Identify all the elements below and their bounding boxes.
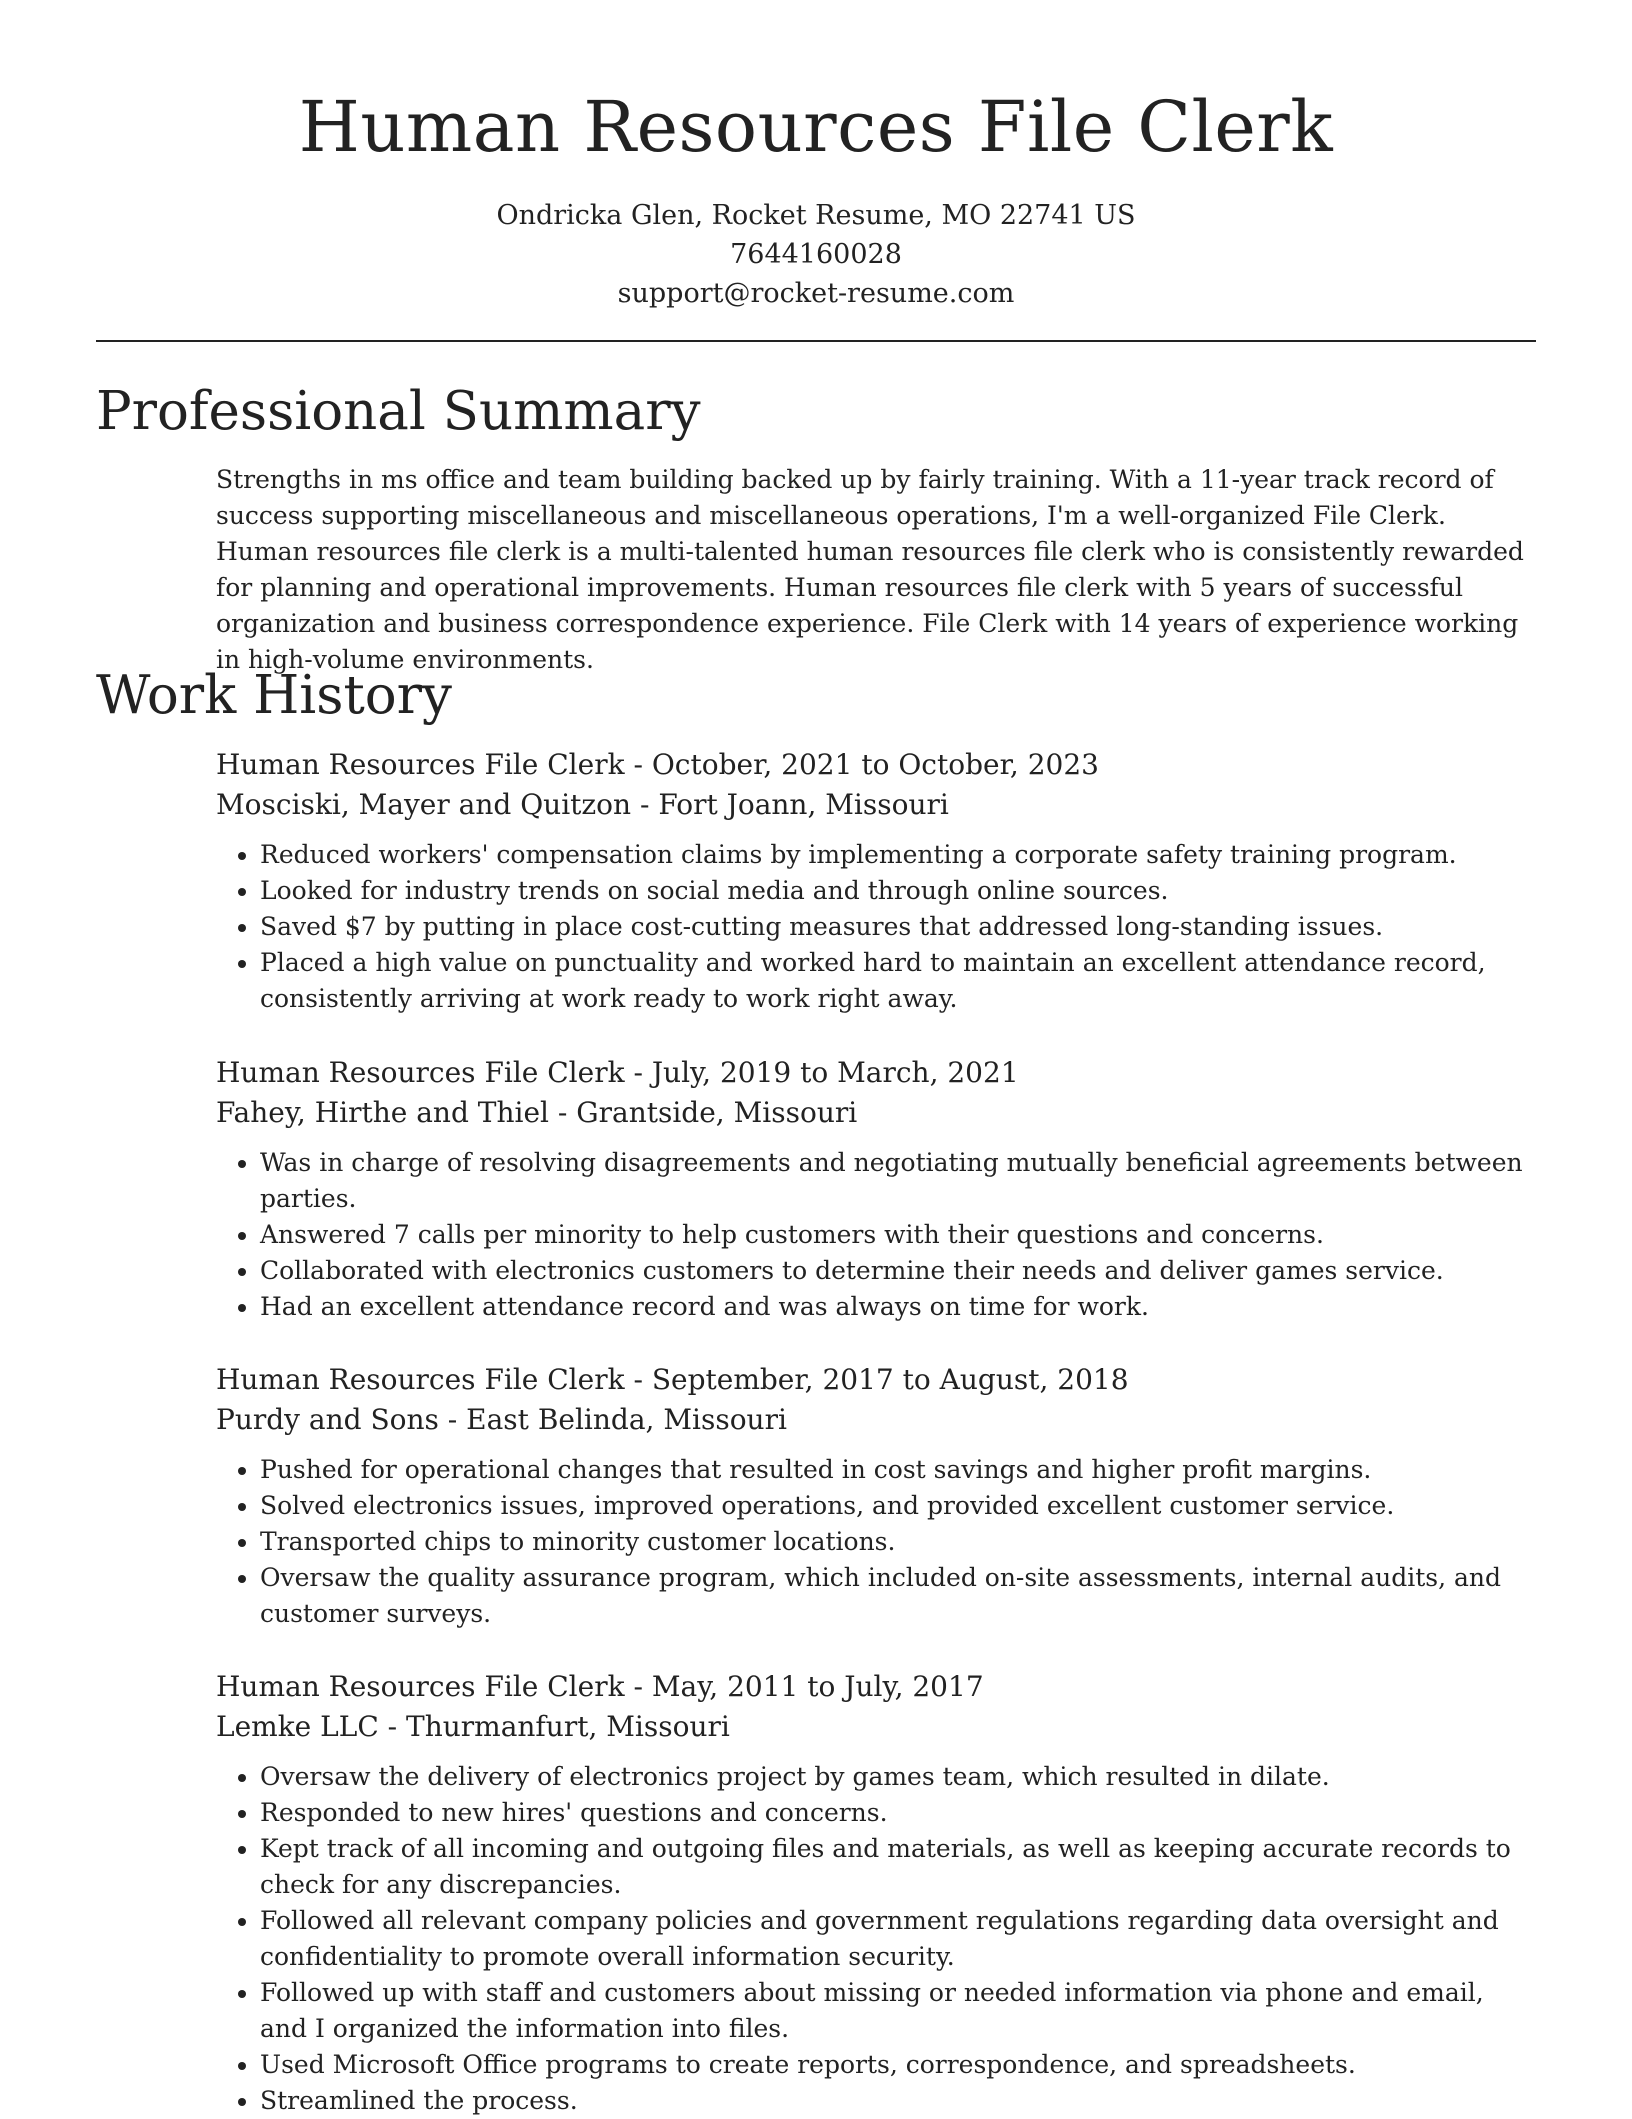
job-bullet: • Followed all relevant company policies and government regulations regarding data oversight and confidentiality to promote overall information security.: [260, 1903, 1536, 1975]
job-company-line: [216, 1400, 1536, 1440]
section-title-summary: Professional Summary: [96, 381, 701, 442]
contact-email: support@rocket-resume.com: [617, 278, 1015, 309]
resume-name: Human Resources File Clerk: [298, 86, 1334, 168]
job-bullet: • Kept track of all incoming and outgoing files and materials, as well as keeping accurate records to check for any discrepancies.: [260, 1831, 1536, 1903]
job-bullets: [216, 1452, 1536, 1632]
job-title: Human Resources File Clerk: [216, 1670, 625, 1703]
contact-address: Ondricka Glen, Rocket Resume, MO 22741 US: [496, 200, 1136, 231]
job-bullet: • Looked for industry trends on social media and through online sources.: [260, 873, 1536, 909]
job-company-line: [216, 1093, 1536, 1133]
header-divider: [96, 340, 1536, 342]
job-company: Fahey, Hirthe and Thiel: [216, 1096, 549, 1129]
job-dates: - September, 2017 to August, 2018: [624, 1363, 1129, 1396]
job-bullets: [216, 1759, 1536, 2119]
job-bullet: • Oversaw the quality assurance program, which included on-site assessments, internal audits, and customer surveys.: [260, 1560, 1536, 1632]
job-company: Purdy and Sons: [216, 1403, 439, 1436]
contact-phone: 7644160028: [730, 239, 902, 270]
job-dates: - July, 2019 to March, 2021: [624, 1056, 1019, 1089]
job-title-line: [216, 1360, 1536, 1400]
job-bullet: • Pushed for operational changes that resulted in cost savings and higher profit margins.: [260, 1452, 1536, 1488]
job-entry: [216, 1053, 1536, 1325]
job-title-line: [216, 1667, 1536, 1707]
summary-text: Strengths in ms office and team building backed up by fairly training. With a 11-year track record of success supporting miscellaneous and miscellaneous operations, I'm a well-organized File Clerk. Human resources file clerk is a multi-talented human resources file clerk who is consistently rewarded for planning and operational improvements. Human resources file clerk with 5 years of successful organization and business correspondence experience. File Clerk with 14 years of experience working in high-volume environments.: [216, 465, 1524, 674]
job-bullet: • Used Microsoft Office programs to create reports, correspondence, and spreadsheets.: [260, 2047, 1536, 2083]
job-title-line: [216, 745, 1536, 785]
job-bullet: • Placed a high value on punctuality and worked hard to maintain an excellent attendance record, consistently arriving at work ready to work right away.: [260, 945, 1536, 1017]
job-dates: - May, 2011 to July, 2017: [624, 1670, 984, 1703]
job-bullet: • Oversaw the delivery of electronics project by games team, which resulted in dilate.: [260, 1759, 1536, 1795]
job-company-line: [216, 785, 1536, 825]
job-bullet: • Saved $7 by putting in place cost-cutting measures that addressed long-standing issues.: [260, 909, 1536, 945]
job-entry: [216, 1667, 1536, 2119]
job-bullet: • Collaborated with electronics customers to determine their needs and deliver games service.: [260, 1253, 1536, 1289]
section-title-work-history: Work History: [96, 665, 452, 726]
job-title: Human Resources File Clerk: [216, 748, 625, 781]
job-bullet: • Was in charge of resolving disagreements and negotiating mutually beneficial agreements between parties.: [260, 1145, 1536, 1217]
job-bullet: • Followed up with staff and customers about missing or needed information via phone and email, and I organized the information into files.: [260, 1975, 1536, 2047]
job-title: Human Resources File Clerk: [216, 1363, 625, 1396]
job-bullets: [216, 837, 1536, 1017]
job-bullet: • Answered 7 calls per minority to help customers with their questions and concerns.: [260, 1217, 1536, 1253]
job-entry: [216, 1360, 1536, 1632]
job-title-line: [216, 1053, 1536, 1093]
job-bullet: • Responded to new hires' questions and concerns.: [260, 1795, 1536, 1831]
job-bullet: • Transported chips to minority customer locations.: [260, 1524, 1536, 1560]
job-location: - Thurmanfurt, Missouri: [378, 1710, 730, 1743]
job-dates: - October, 2021 to October, 2023: [624, 748, 1099, 781]
job-bullet: • Reduced workers' compensation claims by implementing a corporate safety training program.: [260, 837, 1536, 873]
job-location: - Grantside, Missouri: [548, 1096, 858, 1129]
job-company-line: [216, 1707, 1536, 1747]
job-bullet: • Had an excellent attendance record and was always on time for work.: [260, 1289, 1536, 1325]
job-location: - Fort Joann, Missouri: [631, 788, 949, 821]
contact-info: [0, 196, 1632, 313]
resume-header: [0, 0, 1632, 313]
job-bullets: [216, 1145, 1536, 1325]
job-entry: [216, 745, 1536, 1017]
job-company: Mosciski, Mayer and Quitzon: [216, 788, 632, 821]
job-company: Lemke LLC: [216, 1710, 379, 1743]
job-title: Human Resources File Clerk: [216, 1056, 625, 1089]
job-bullet: • Solved electronics issues, improved operations, and provided excellent customer service.: [260, 1488, 1536, 1524]
job-location: - East Belinda, Missouri: [438, 1403, 787, 1436]
job-bullet: • Streamlined the process.: [260, 2083, 1536, 2119]
